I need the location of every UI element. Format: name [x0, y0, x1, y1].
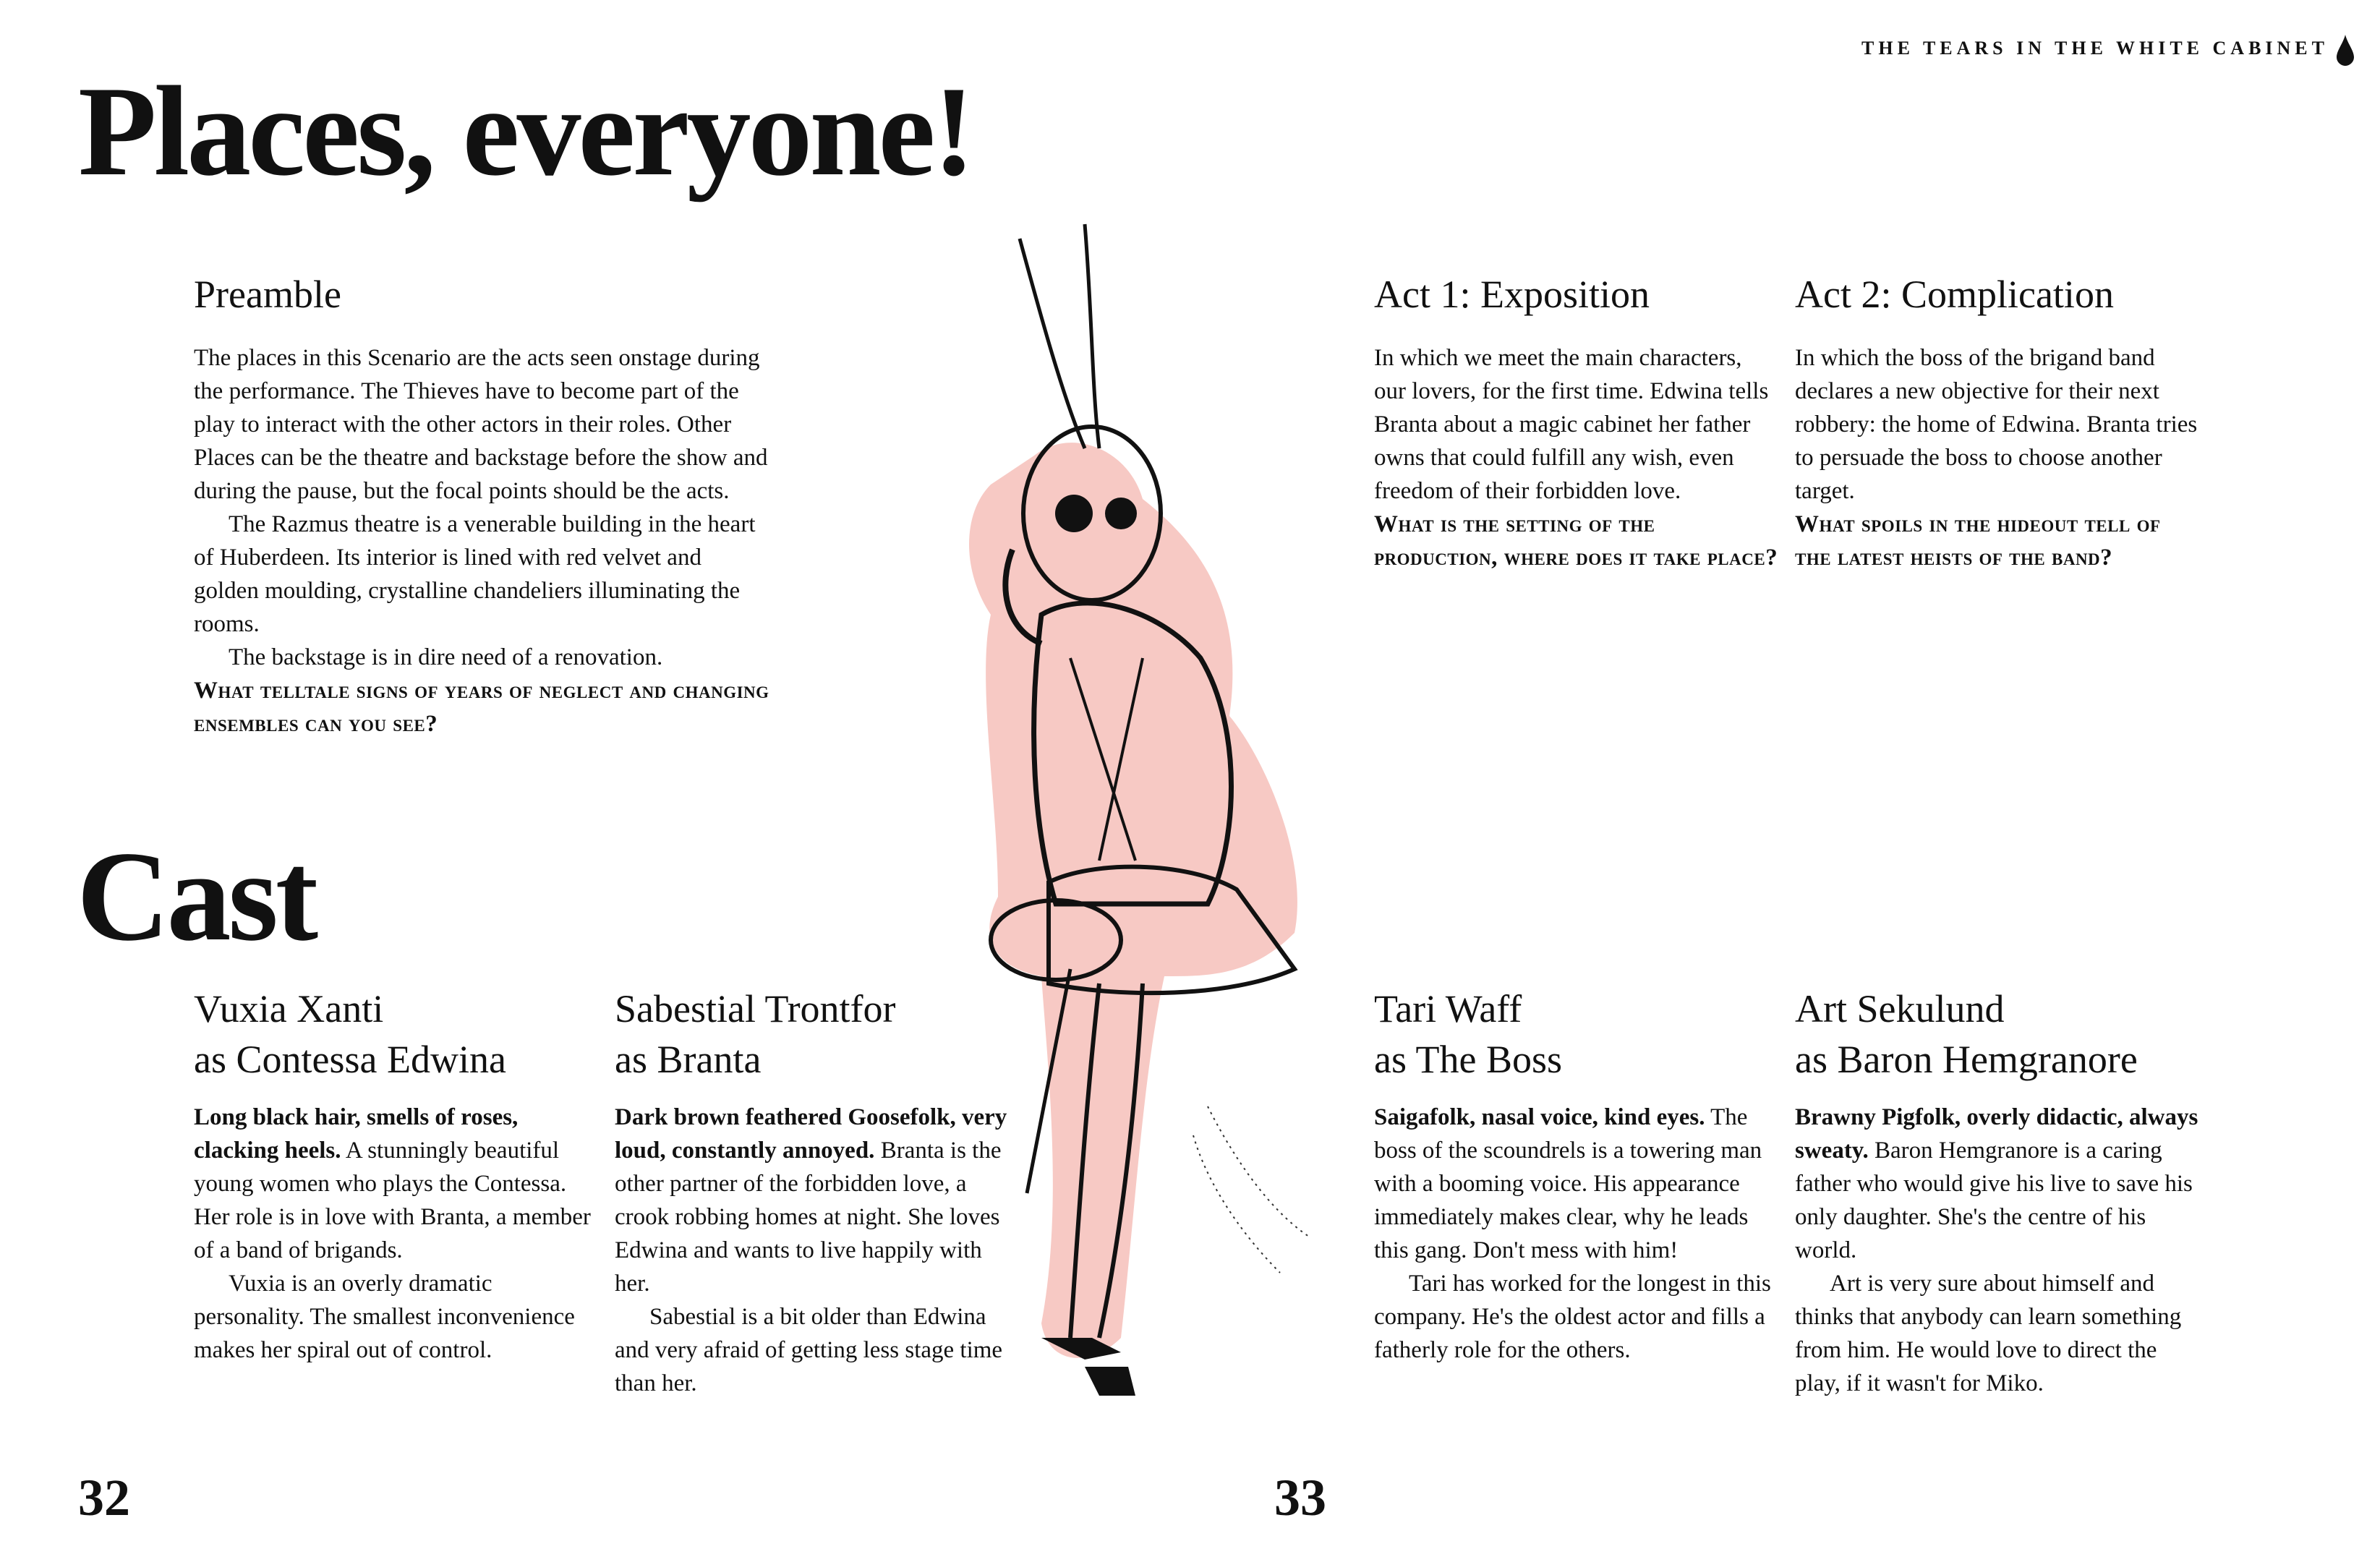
cast-description: Branta is the other partner of the forbidden love, a crook robbing homes at night. She loves Edwina and wants to live happily with her. [615, 1138, 1002, 1297]
preamble-paragraph: The Razmus theatre is a venerable building in the heart of Huberdeen. Its interior is lined with red velvet and golden moulding, crystalline chandeliers illuminating the rooms. [194, 511, 756, 637]
cast-notes: Sabestial is a bit older than Edwina and very afraid of getting less stage time than her. [615, 1304, 1003, 1396]
preamble-body [194, 341, 772, 741]
insect-actor-illustration [904, 210, 1352, 1439]
act2-section [1795, 269, 2200, 574]
act2-text: In which the boss of the brigand band declares a new objective for their next robbery: the home of Edwina. Branta tries to persuade the boss to choose another target. [1795, 345, 2198, 504]
cast-member [1374, 983, 1779, 1367]
preamble-prompt: What telltale signs of years of neglect and changing ensembles can you see? [194, 678, 769, 737]
preamble-section [194, 269, 809, 741]
preamble-heading: Preamble [194, 273, 341, 316]
cast-role: as The Boss [1374, 1038, 1563, 1081]
cast-description: The boss of the scoundrels is a towering man with a booming voice. His appearance immediately makes clear, why he leads this gang. Don't mess with him! [1374, 1104, 1762, 1263]
cast-description: Baron Hemgranore is a caring father who would give his live to save his only daughter. She's the centre of his world. [1795, 1138, 2193, 1263]
cast-member [1795, 983, 2200, 1400]
cast-notes: Tari has worked for the longest in this company. He's the oldest actor and fills a fatherly role for the others. [1374, 1271, 1771, 1363]
cast-traits: Dark brown feathered Goosefolk, very loud, constantly annoyed. [615, 1104, 1007, 1164]
cast-traits: Saigafolk, nasal voice, kind eyes. [1374, 1104, 1705, 1130]
running-title: THE TEARS IN THE WHITE CABINET [1861, 38, 2329, 59]
cast-role: as Branta [615, 1038, 762, 1081]
teardrop-icon [2336, 33, 2355, 67]
cast-actor-name: Tari Waff [1374, 987, 1522, 1030]
preamble-paragraph: The places in this Scenario are the acts seen onstage during the performance. The Thieves have to become part of the play to interact with the other actors in their roles. Other Places can be the theatre and backstage before the show and during the pause, but the focal points should be the acts. [194, 345, 768, 504]
preamble-paragraph: The backstage is in dire need of a renovation. [229, 644, 663, 670]
cast-traits: Brawny Pigfolk, overly didactic, always sweaty. [1795, 1104, 2198, 1164]
places-title: Places, everyone! [78, 59, 973, 202]
cast-notes: Vuxia is an overly dramatic personality. The smallest inconvenience makes her spiral out of control. [194, 1271, 575, 1363]
cast-actor-name: Vuxia Xanti [194, 987, 384, 1030]
cast-member [194, 983, 599, 1367]
cast-title: Cast [77, 824, 316, 968]
page-number-left: 32 [78, 1469, 130, 1527]
cast-actor-name: Art Sekulund [1795, 987, 2005, 1030]
cast-traits: Long black hair, smells of roses, clacking heels. [194, 1104, 519, 1164]
cast-role: as Contessa Edwina [194, 1038, 506, 1081]
act2-prompt: What spoils in the hideout tell of the latest heists of the band? [1795, 511, 2161, 571]
cast-notes: Art is very sure about himself and thinks that anybody can learn something from him. He would love to direct the play, if it wasn't for Miko. [1795, 1271, 2182, 1396]
act1-prompt: What is the setting of the production, where does it take place? [1374, 511, 1778, 571]
act1-heading: Act 1: Exposition [1374, 273, 1650, 316]
cast-description: A stunningly beautiful young women who plays the Contessa. Her role is in love with Branta, a member of a band of brigands. [194, 1138, 591, 1263]
page-number-right: 33 [1274, 1469, 1326, 1527]
cast-role: as Baron Hemgranore [1795, 1038, 2138, 1081]
act2-heading: Act 2: Complication [1795, 273, 2114, 316]
cast-actor-name: Sabestial Trontfor [615, 987, 896, 1030]
act1-section [1374, 269, 1779, 574]
act1-text: In which we meet the main characters, our lovers, for the first time. Edwina tells Branta about a magic cabinet her father owns that could fulfill any wish, even freedom of their forbidden love. [1374, 345, 1769, 504]
